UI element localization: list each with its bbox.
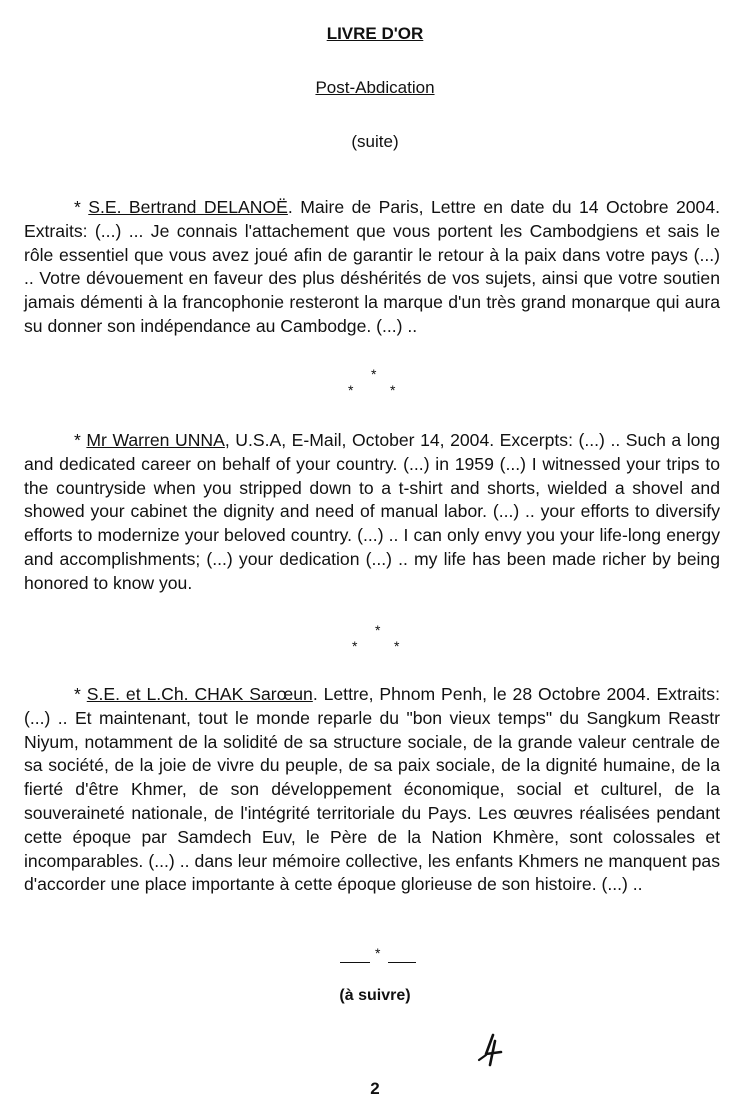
separator-star: *	[371, 366, 377, 382]
separator-star: *	[348, 382, 354, 398]
separator-rule	[388, 962, 416, 963]
guestbook-entry-delanoe	[24, 196, 720, 339]
to-be-continued-label: (à suivre)	[339, 987, 411, 1004]
guestbook-entry-chak	[24, 683, 720, 897]
entry-bullet: *	[74, 197, 89, 217]
asterism-separator	[352, 622, 412, 662]
page-title: LIVRE D'OR	[326, 24, 424, 43]
separator-star: *	[352, 638, 358, 654]
separator-star: *	[375, 622, 381, 638]
entry-text: . Lettre, Phnom Penh, le 28 Octobre 2004. Extraits: (...) .. Et maintenant, tout le monde reparle du "bon vieux temps" du Sangkum Reastr Niyum, notamment de la solidité de sa structure sociale, de la grande valeur centrale de sa société, de la joie de vivre du peuple, de sa paix sociale, de la dignité humaine, de la fierté d'être Khmer, de son développement économique, social et culturel, de la souveraineté nationale, de l'intégrité territoriale du Pays. Les œuvres réalisées pendant cette époque par Samdech Euv, le Père de la Nation Khmère, sont colossales et incomparables. (...) .. dans leur mémoire collective, les enfants Khmers ne manquent pas d'accorder une place importante à cette époque glorieuse de son histoire. (...) ..	[24, 684, 720, 895]
entry-text: , U.S.A, E-Mail, October 14, 2004. Excerpts: (...) .. Such a long and dedicated career on behalf of your country. (...) in 1959 (...) I witnessed your trips to the countryside when you stripped down to a t-shirt and shorts, wielded a shovel and showed your cabinet the dignity and need of manual labor. (...) .. your efforts to diversify efforts to modernize your beloved country. (...) .. I can only envy you your life-long energy and accomplishments; (...) your dedication (...) .. my life has been made richer by being honored to know you.	[24, 430, 720, 593]
guestbook-entry-unna	[24, 429, 720, 596]
separator-star: *	[390, 382, 396, 398]
separator-star: *	[394, 638, 400, 654]
continued-label: (suite)	[351, 132, 399, 151]
entry-bullet: *	[74, 684, 87, 704]
entry-author: Mr Warren UNNA	[86, 430, 225, 450]
end-separator	[340, 945, 420, 965]
page-subtitle: Post-Abdication	[315, 78, 435, 97]
entry-bullet: *	[74, 430, 87, 450]
separator-rule	[340, 962, 370, 963]
separator-star: *	[375, 945, 381, 961]
page-number: 2	[370, 1079, 380, 1098]
entry-author: S.E. et L.Ch. CHAK Sarœun	[86, 684, 313, 704]
entry-text: . Maire de Paris, Lettre en date du 14 Octobre 2004. Extraits: (...) ... Je connais l'attachement que vous portent les Cambodgiens et sais le rôle essentiel que vous avez joué afin de garantir le retour à la paix dans votre pays (...) .. Votre dévouement en faveur des plus déshérités de vos sujets, ainsi que votre soutien jamais démenti à la francophonie resteront la marque d'un très grand monarque qui aura su donner son indépendance au Cambodge. (...) ..	[24, 197, 720, 336]
handwritten-mark-icon	[474, 1032, 504, 1068]
asterism-separator	[348, 366, 408, 406]
entry-author: S.E. Bertrand DELANOË	[88, 197, 288, 217]
